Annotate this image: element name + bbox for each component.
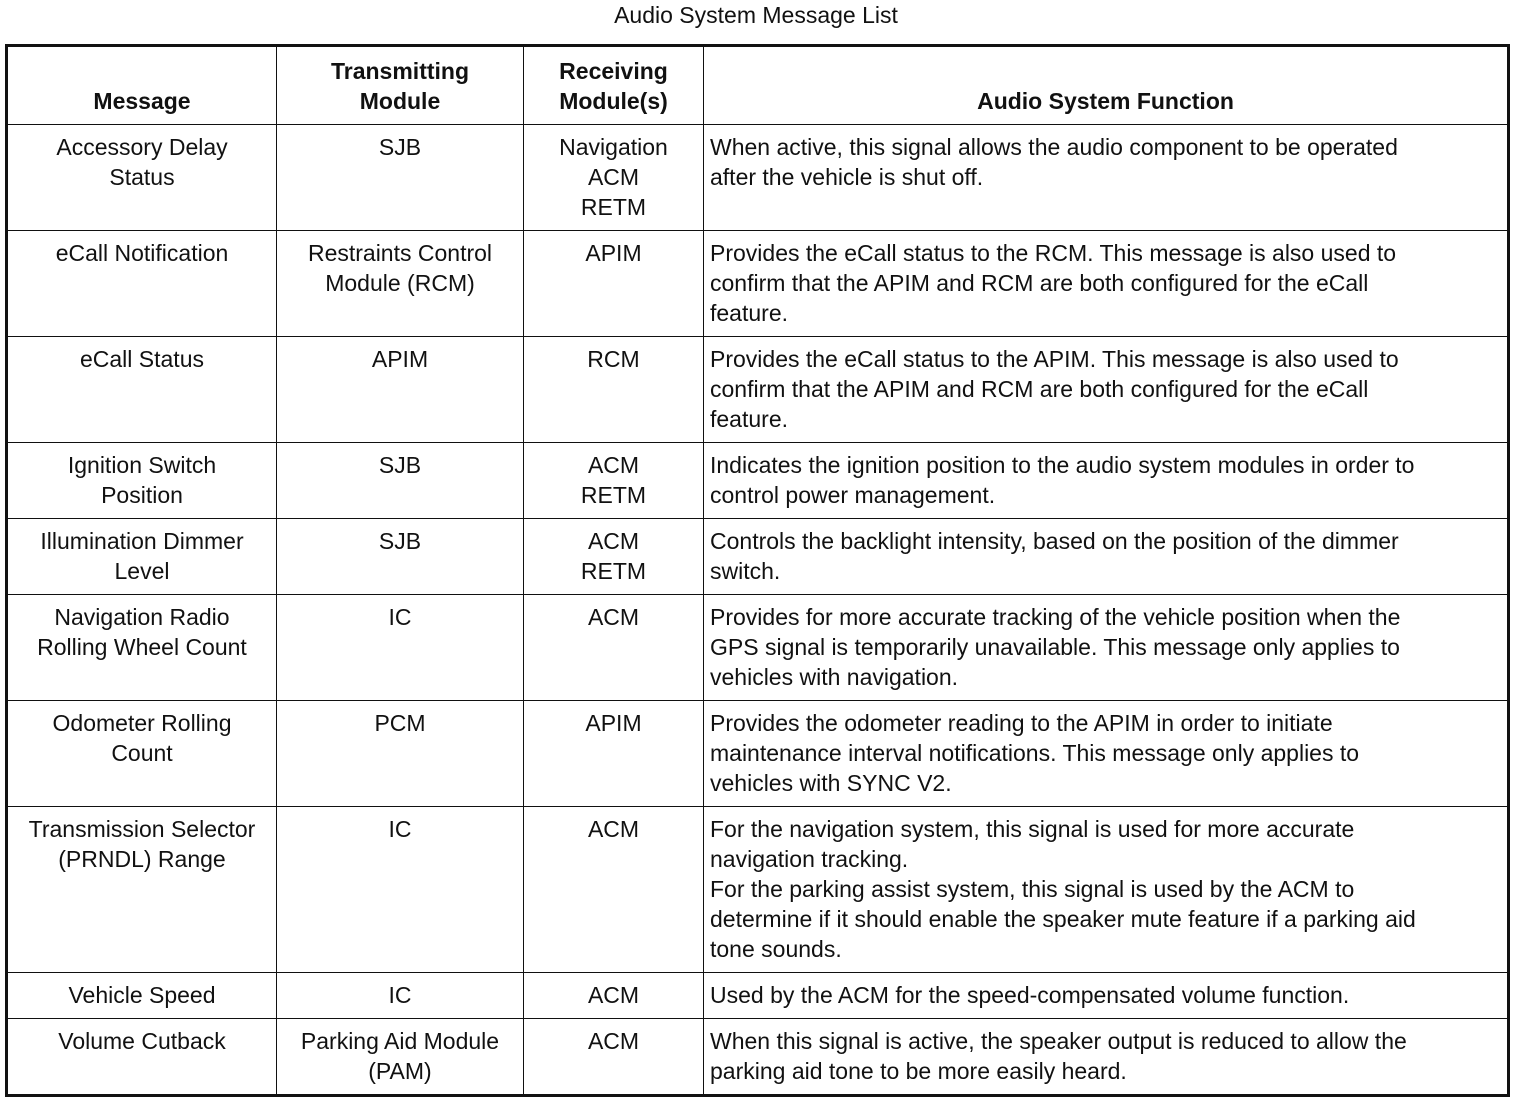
cell-transmitting-module bbox=[277, 337, 524, 443]
cell-audio-system-function-line: When active, this signal allows the audio component to be operated bbox=[710, 134, 1398, 160]
cell-transmitting-module-line: (PAM) bbox=[368, 1058, 432, 1084]
cell-receiving-modules-line: ACM bbox=[587, 982, 640, 1008]
cell-transmitting-module bbox=[277, 125, 524, 231]
cell-message bbox=[7, 337, 277, 443]
cell-transmitting-module-line: PCM bbox=[374, 710, 426, 736]
cell-audio-system-function-line: feature. bbox=[710, 406, 788, 432]
cell-receiving-modules-line: Navigation bbox=[559, 134, 668, 160]
cell-message bbox=[7, 973, 277, 1019]
cell-message-line: Illumination Dimmer bbox=[40, 528, 244, 554]
table-caption: Audio System Message List bbox=[614, 2, 898, 28]
header-message: Message bbox=[7, 46, 277, 125]
cell-receiving-modules bbox=[524, 807, 704, 973]
cell-transmitting-module bbox=[277, 1019, 524, 1096]
header-row bbox=[7, 46, 1509, 125]
cell-transmitting-module-line: SJB bbox=[378, 134, 422, 160]
table-row bbox=[7, 595, 1509, 701]
cell-transmitting-module-line: SJB bbox=[378, 528, 422, 554]
cell-message-line: Navigation Radio bbox=[54, 604, 230, 630]
cell-receiving-modules bbox=[524, 701, 704, 807]
cell-audio-system-function-line: maintenance interval notifications. This message only applies to bbox=[710, 740, 1360, 766]
cell-audio-system-function-line: vehicles with SYNC V2. bbox=[710, 770, 952, 796]
cell-message-line: eCall Notification bbox=[55, 240, 229, 266]
cell-receiving-modules-line: APIM bbox=[585, 240, 642, 266]
cell-audio-system-function-line: tone sounds. bbox=[710, 936, 842, 962]
cell-audio-system-function-line: Used by the ACM for the speed-compensated volume function. bbox=[710, 982, 1350, 1008]
cell-message bbox=[7, 701, 277, 807]
header-receiving-modules: Receiving Module(s) bbox=[524, 46, 704, 125]
cell-transmitting-module bbox=[277, 973, 524, 1019]
cell-audio-system-function-line: after the vehicle is shut off. bbox=[710, 164, 984, 190]
cell-transmitting-module-line: APIM bbox=[371, 346, 429, 372]
cell-message-line: Vehicle Speed bbox=[68, 982, 216, 1008]
cell-message bbox=[7, 519, 277, 595]
cell-message bbox=[7, 807, 277, 973]
cell-receiving-modules-line: ACM bbox=[587, 452, 640, 478]
cell-receiving-modules bbox=[524, 1019, 704, 1096]
cell-audio-system-function-line: Provides the odometer reading to the APIM in order to initiate bbox=[710, 710, 1333, 736]
cell-transmitting-module bbox=[277, 701, 524, 807]
cell-transmitting-module-line: Parking Aid Module bbox=[300, 1028, 500, 1054]
cell-receiving-modules bbox=[524, 443, 704, 519]
cell-message-line: eCall Status bbox=[79, 346, 204, 372]
table-row bbox=[7, 1019, 1509, 1096]
cell-message bbox=[7, 231, 277, 337]
cell-receiving-modules-line: ACM bbox=[587, 528, 640, 554]
cell-audio-system-function bbox=[704, 231, 1509, 337]
header-transmitting-module: Transmitting Module bbox=[277, 46, 524, 125]
cell-message-line: Odometer Rolling bbox=[52, 710, 232, 736]
cell-audio-system-function-line: Indicates the ignition position to the audio system modules in order to bbox=[710, 452, 1415, 478]
cell-audio-system-function-line: When this signal is active, the speaker output is reduced to allow the bbox=[710, 1028, 1407, 1054]
cell-audio-system-function-line: feature. bbox=[710, 300, 788, 326]
cell-transmitting-module bbox=[277, 519, 524, 595]
cell-audio-system-function bbox=[704, 1019, 1509, 1096]
cell-receiving-modules bbox=[524, 519, 704, 595]
cell-receiving-modules bbox=[524, 231, 704, 337]
cell-message-line: (PRNDL) Range bbox=[58, 846, 226, 872]
cell-receiving-modules bbox=[524, 973, 704, 1019]
cell-transmitting-module bbox=[277, 595, 524, 701]
cell-message bbox=[7, 125, 277, 231]
cell-audio-system-function bbox=[704, 595, 1509, 701]
cell-audio-system-function-line: GPS signal is temporarily unavailable. This message only applies to bbox=[710, 634, 1400, 660]
cell-audio-system-function-line: determine if it should enable the speaker mute feature if a parking aid bbox=[710, 906, 1416, 932]
cell-audio-system-function-line: navigation tracking. bbox=[710, 846, 909, 872]
cell-transmitting-module-line: IC bbox=[388, 982, 412, 1008]
cell-transmitting-module-line: Restraints Control bbox=[307, 240, 493, 266]
cell-message bbox=[7, 595, 277, 701]
cell-receiving-modules bbox=[524, 595, 704, 701]
cell-receiving-modules-line: ACM bbox=[587, 164, 640, 190]
cell-audio-system-function bbox=[704, 125, 1509, 231]
cell-transmitting-module-line: IC bbox=[388, 604, 412, 630]
table-row bbox=[7, 701, 1509, 807]
cell-message-line: Transmission Selector bbox=[28, 816, 256, 842]
cell-audio-system-function bbox=[704, 973, 1509, 1019]
cell-transmitting-module bbox=[277, 807, 524, 973]
cell-message bbox=[7, 1019, 277, 1096]
cell-audio-system-function bbox=[704, 807, 1509, 973]
cell-audio-system-function-line: For the navigation system, this signal is used for more accurate bbox=[710, 816, 1355, 842]
cell-receiving-modules bbox=[524, 125, 704, 231]
cell-message bbox=[7, 443, 277, 519]
cell-audio-system-function-line: For the parking assist system, this signal is used by the ACM to bbox=[710, 876, 1355, 902]
cell-transmitting-module bbox=[277, 443, 524, 519]
cell-audio-system-function-line: switch. bbox=[710, 558, 781, 584]
cell-message-line: Status bbox=[109, 164, 175, 190]
cell-receiving-modules-line: RCM bbox=[587, 346, 640, 372]
cell-audio-system-function-line: confirm that the APIM and RCM are both configured for the eCall bbox=[710, 376, 1369, 402]
cell-audio-system-function-line: confirm that the APIM and RCM are both configured for the eCall bbox=[710, 270, 1369, 296]
cell-audio-system-function-line: Provides the eCall status to the APIM. This message is also used to bbox=[710, 346, 1399, 372]
cell-audio-system-function bbox=[704, 701, 1509, 807]
message-table bbox=[5, 44, 1510, 1097]
cell-receiving-modules-line: ACM bbox=[587, 604, 640, 630]
cell-message-line: Accessory Delay bbox=[56, 134, 228, 160]
cell-transmitting-module-line: IC bbox=[388, 816, 412, 842]
cell-audio-system-function bbox=[704, 519, 1509, 595]
cell-receiving-modules-line: APIM bbox=[585, 710, 642, 736]
cell-receiving-modules-line: RETM bbox=[580, 558, 647, 584]
table-row bbox=[7, 231, 1509, 337]
cell-message-line: Position bbox=[101, 482, 183, 508]
cell-message-line: Volume Cutback bbox=[58, 1028, 226, 1054]
cell-audio-system-function-line: vehicles with navigation. bbox=[710, 664, 959, 690]
header-audio-system-function: Audio System Function bbox=[704, 46, 1509, 125]
table-row bbox=[7, 519, 1509, 595]
cell-transmitting-module-line: Module (RCM) bbox=[325, 270, 475, 296]
cell-audio-system-function-line: Controls the backlight intensity, based on the position of the dimmer bbox=[710, 528, 1399, 554]
cell-message-line: Ignition Switch bbox=[67, 452, 217, 478]
table-row bbox=[7, 337, 1509, 443]
cell-receiving-modules-line: RETM bbox=[580, 194, 647, 220]
cell-audio-system-function bbox=[704, 337, 1509, 443]
cell-transmitting-module-line: SJB bbox=[378, 452, 422, 478]
cell-audio-system-function-line: Provides the eCall status to the RCM. This message is also used to bbox=[710, 240, 1397, 266]
cell-receiving-modules bbox=[524, 337, 704, 443]
table-row bbox=[7, 973, 1509, 1019]
cell-message-line: Rolling Wheel Count bbox=[37, 634, 247, 660]
table-row bbox=[7, 125, 1509, 231]
cell-receiving-modules-line: RETM bbox=[580, 482, 647, 508]
table-row bbox=[7, 807, 1509, 973]
table-body bbox=[7, 125, 1509, 1096]
cell-transmitting-module bbox=[277, 231, 524, 337]
cell-message-line: Count bbox=[111, 740, 173, 766]
cell-audio-system-function-line: parking aid tone to be more easily heard. bbox=[710, 1058, 1127, 1084]
cell-audio-system-function-line: control power management. bbox=[710, 482, 996, 508]
cell-receiving-modules-line: ACM bbox=[587, 816, 640, 842]
cell-receiving-modules-line: ACM bbox=[587, 1028, 640, 1054]
table-row bbox=[7, 443, 1509, 519]
cell-audio-system-function bbox=[704, 443, 1509, 519]
cell-message-line: Level bbox=[114, 558, 170, 584]
cell-audio-system-function-line: Provides for more accurate tracking of the vehicle position when the bbox=[710, 604, 1401, 630]
